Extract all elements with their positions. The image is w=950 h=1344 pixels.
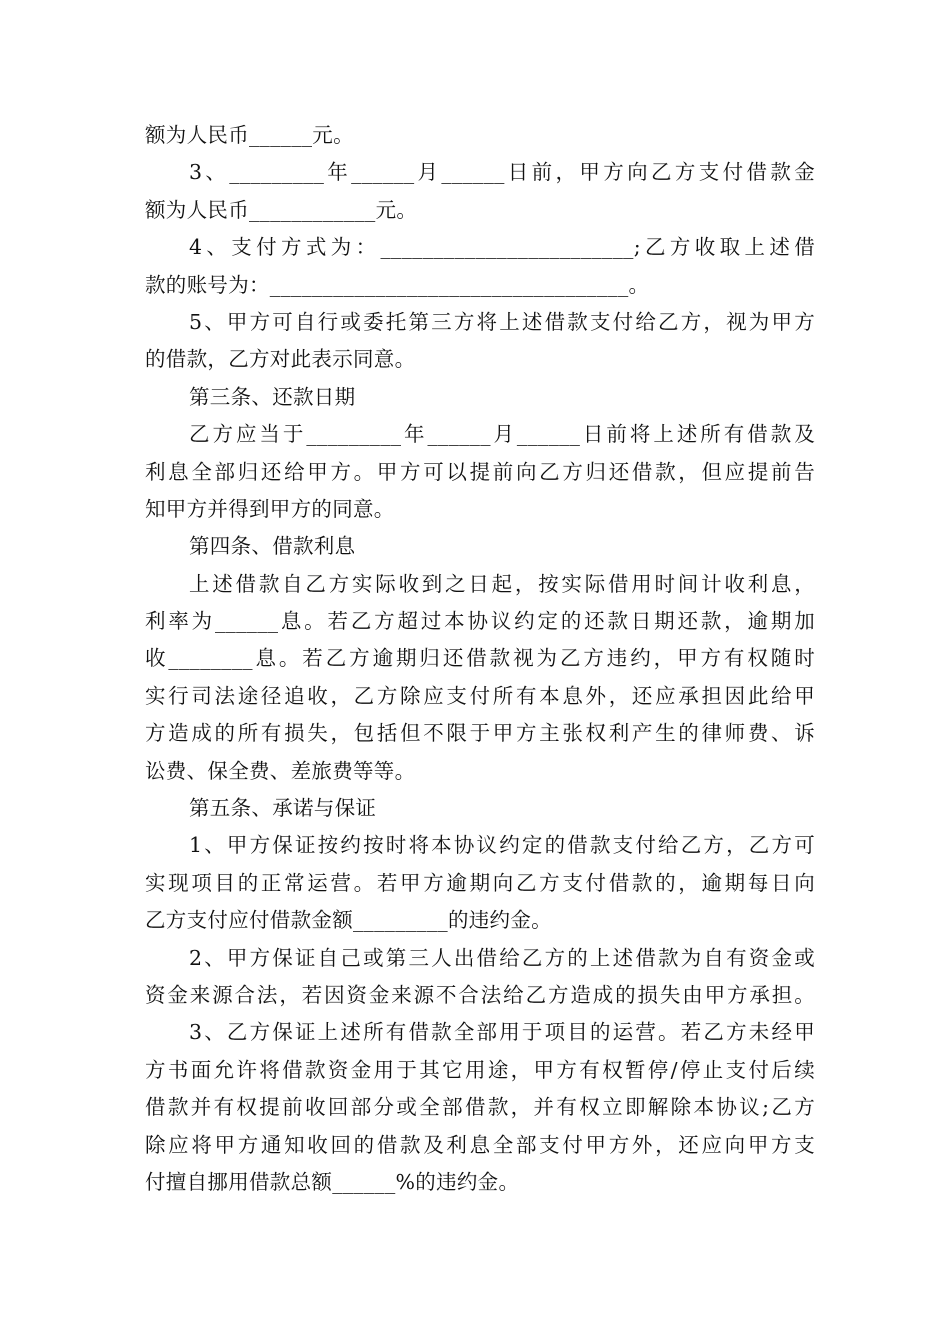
- text-line: 讼费、保全费、差旅费等等。: [145, 758, 416, 783]
- text-line: 的借款，乙方对此表示同意。: [145, 347, 416, 372]
- text-line: 收________息。若乙方逾期归还借款视为乙方违约，甲方有权随时: [145, 646, 815, 671]
- text-line: 方造成的所有损失，包括但不限于甲方主张权利产生的律师费、诉: [145, 721, 815, 746]
- section-heading: 第五条、承诺与保证: [189, 796, 377, 821]
- text-line: 借款并有权提前收回部分或全部借款，并有权立即解除本协议;乙方: [145, 1095, 815, 1120]
- text-line: 利率为______息。若乙方超过本协议约定的还款日期还款，逾期加: [145, 609, 815, 634]
- text-line: 方书面允许将借款资金用于其它用途，甲方有权暂停/停止支付后续: [145, 1057, 815, 1082]
- text-line: 实行司法途径追收，乙方除应支付所有本息外，还应承担因此给甲: [145, 683, 815, 708]
- text-line: 知甲方并得到甲方的同意。: [145, 496, 395, 521]
- text-line: 4、支付方式为：________________________;乙方收取上述借: [189, 235, 815, 260]
- text-line: 2、甲方保证自己或第三人出借给乙方的上述借款为自有资金或: [189, 945, 815, 970]
- text-line: 利息全部归还给甲方。甲方可以提前向乙方归还借款，但应提前告: [145, 459, 815, 484]
- text-line: 1、甲方保证按约按时将本协议约定的借款支付给乙方，乙方可: [189, 833, 815, 858]
- text-line: 除应将甲方通知收回的借款及利息全部支付甲方外，还应向甲方支: [145, 1132, 815, 1157]
- text-line: 付擅自挪用借款总额______%的违约金。: [145, 1169, 520, 1194]
- text-line: 实现项目的正常运营。若甲方逾期向乙方支付借款的，逾期每日向: [145, 870, 815, 895]
- text-line: 乙方应当于_________年______月______日前将上述所有借款及: [189, 422, 815, 447]
- text-line: 款的账号为：__________________________________。: [145, 272, 650, 297]
- document-body: [145, 117, 815, 1201]
- section-heading: 第四条、借款利息: [189, 534, 356, 559]
- text-line: 上述借款自乙方实际收到之日起，按实际借用时间计收利息，: [189, 571, 815, 596]
- text-line: 3、_________年______月______日前，甲方向乙方支付借款金: [189, 160, 815, 185]
- text-line: 资金来源合法，若因资金来源不合法给乙方造成的损失由甲方承担。: [145, 982, 815, 1007]
- text-line: 3、乙方保证上述所有借款全部用于项目的运营。若乙方未经甲: [189, 1020, 815, 1045]
- text-line: 额为人民币______元。: [145, 123, 354, 147]
- section-heading: 第三条、还款日期: [189, 384, 356, 409]
- text-line: 额为人民币____________元。: [145, 197, 418, 222]
- text-line: 乙方支付应付借款金额_________的违约金。: [145, 908, 552, 933]
- text-line: 5、甲方可自行或委托第三方将上述借款支付给乙方，视为甲方: [189, 309, 815, 334]
